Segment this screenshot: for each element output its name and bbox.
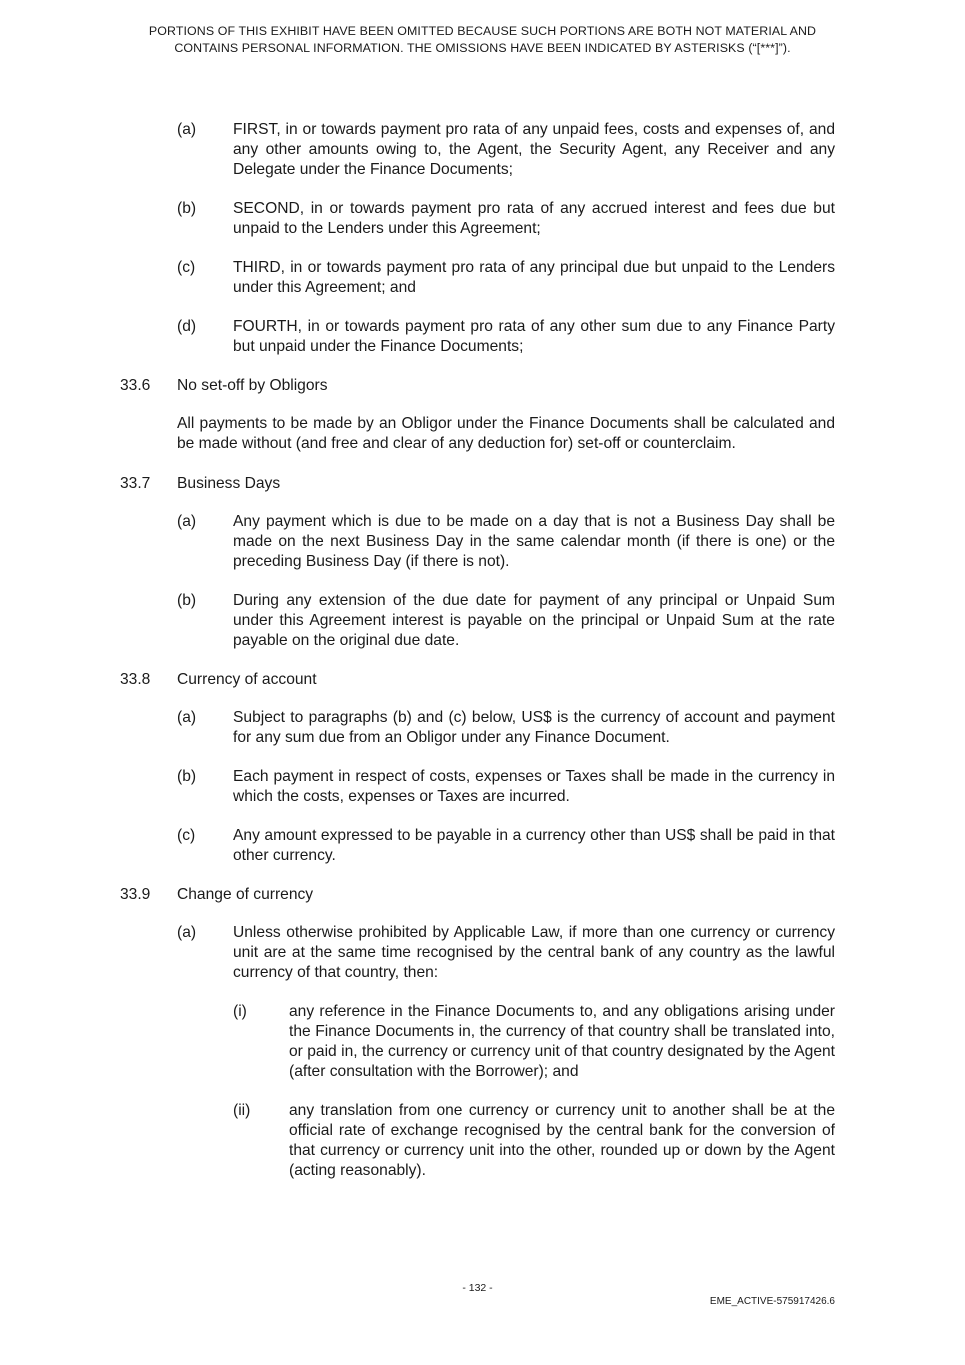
item-label: (a) bbox=[177, 924, 197, 941]
section-title: No set-off by Obligors bbox=[177, 377, 328, 394]
header-line-1: PORTIONS OF THIS EXHIBIT HAVE BEEN OMITTED BECAUSE SUCH PORTIONS ARE BOTH NOT MATERIAL AND bbox=[148, 24, 817, 38]
section-title: Currency of account bbox=[177, 671, 317, 688]
item-text: Any payment which is due to be made on a day that is not a Business Day shall be made on the next Business Day in the same calendar month (if there is one) or the preceding Business Day (if there is not). bbox=[233, 513, 835, 570]
section-number: 33.6 bbox=[120, 377, 151, 394]
item-label: (a) bbox=[177, 709, 197, 726]
item-label: (a) bbox=[177, 513, 197, 530]
item-label: (c) bbox=[177, 827, 196, 844]
item-text: Any amount expressed to be payable in a currency other than US$ shall be paid in that other currency. bbox=[233, 827, 835, 864]
section-title: Business Days bbox=[177, 475, 281, 492]
sub-item-label: (ii) bbox=[233, 1102, 251, 1119]
item-text: FIRST, in or towards payment pro rata of any unpaid fees, costs and expenses of, and any other amounts owing to, the Agent, the Security Agent, any Receiver and any Delegate under the Finance Documents; bbox=[233, 121, 835, 178]
header-line-2: CONTAINS PERSONAL INFORMATION. THE OMISSIONS HAVE BEEN INDICATED BY ASTERISKS (“[***]”). bbox=[174, 41, 791, 55]
item-text: FOURTH, in or towards payment pro rata of any other sum due to any Finance Party but unpaid under the Finance Documents; bbox=[233, 318, 835, 355]
page-number: - 132 - bbox=[462, 1282, 493, 1294]
section-number: 33.8 bbox=[120, 671, 151, 688]
section-title: Change of currency bbox=[177, 886, 314, 903]
item-label: (b) bbox=[177, 768, 197, 785]
item-label: (b) bbox=[177, 592, 197, 609]
confidentiality-header bbox=[110, 23, 855, 57]
item-text: SECOND, in or towards payment pro rata of any accrued interest and fees due but unpaid to the Lenders under this Agreement; bbox=[233, 200, 835, 237]
section-number: 33.7 bbox=[120, 475, 151, 492]
sub-item-label: (i) bbox=[233, 1003, 247, 1020]
item-label: (b) bbox=[177, 200, 197, 217]
item-text: Each payment in respect of costs, expenses or Taxes shall be made in the currency in which the costs, expenses or Taxes are incurred. bbox=[233, 768, 835, 805]
item-text: During any extension of the due date for payment of any principal or Unpaid Sum under this Agreement interest is payable on the principal or Unpaid Sum at the rate payable on the original due date. bbox=[233, 592, 835, 649]
sub-item-text: any reference in the Finance Documents to, and any obligations arising under the Finance Documents in, the currency of that country shall be translated into, or paid in, the currency or currency unit of that country designated by the Agent (after consultation with the Borrower); and bbox=[289, 1003, 835, 1080]
document-reference: EME_ACTIVE-575917426.6 bbox=[709, 1296, 835, 1307]
item-text: Subject to paragraphs (b) and (c) below, US$ is the currency of account and payment for any sum due from an Obligor under any Finance Document. bbox=[233, 709, 835, 746]
item-label: (a) bbox=[177, 121, 197, 138]
item-text: Unless otherwise prohibited by Applicable Law, if more than one currency or currency unit are at the same time recognised by the central bank of any country as the lawful currency of that country, then: bbox=[233, 924, 835, 981]
item-label: (c) bbox=[177, 259, 196, 276]
sub-item-text: any translation from one currency or currency unit to another shall be at the official rate of exchange recognised by the central bank for the conversion of that currency or currency unit into the other, rounded up or down by the Agent (acting reasonably). bbox=[289, 1102, 835, 1179]
item-text: THIRD, in or towards payment pro rata of any principal due but unpaid to the Lenders under this Agreement; and bbox=[233, 259, 835, 296]
section-number: 33.9 bbox=[120, 886, 151, 903]
section-body: All payments to be made by an Obligor under the Finance Documents shall be calculated and be made without (and free and clear of any deduction for) set-off or counterclaim. bbox=[177, 415, 835, 452]
item-label: (d) bbox=[177, 318, 197, 335]
